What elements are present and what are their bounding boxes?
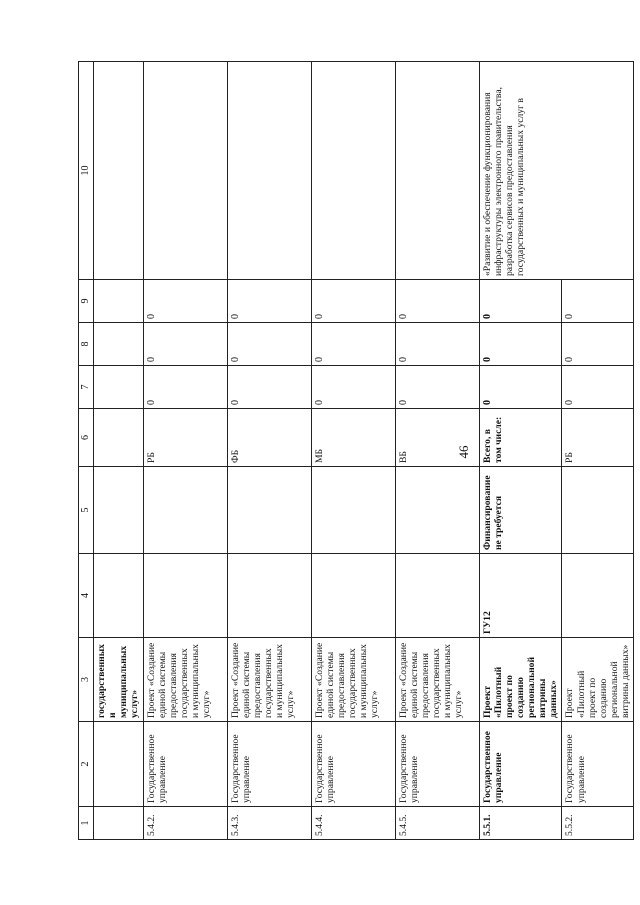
project-name-cell: Проект «Создание единой системы предоставления государственных и муниципальных услуг» <box>227 638 311 722</box>
row-number: 5.5.2. <box>562 807 634 840</box>
financing-cell <box>227 467 311 554</box>
description-cell <box>395 62 479 280</box>
value-cell: 0 <box>143 366 227 409</box>
value-cell: 0 <box>143 280 227 323</box>
budget-source-cell: МБ <box>311 409 395 467</box>
financing-cell <box>395 467 479 554</box>
value-cell: 0 <box>395 280 479 323</box>
value-cell: 0 <box>479 366 562 409</box>
row-number: 5.4.3. <box>227 807 311 840</box>
financing-cell: Финансирование не требуется <box>479 467 562 554</box>
budget-source-cell: ФБ <box>227 409 311 467</box>
project-name-cell: Проект «Пилотный проект по созданию региональной витрины данных» <box>479 638 562 722</box>
header-cell: 7 <box>79 366 94 409</box>
page-number: 46 <box>456 445 471 459</box>
description-cell <box>94 62 144 280</box>
table-row <box>227 62 311 840</box>
table-row <box>311 62 395 840</box>
sector-cell: Государственное управление <box>227 722 311 807</box>
header-cell: 9 <box>79 280 94 323</box>
sector-cell: Государственное управление <box>143 722 227 807</box>
value-cell <box>94 323 144 366</box>
budget-source-cell: ВБ <box>395 409 479 467</box>
code-cell <box>311 554 395 638</box>
sector-cell <box>94 722 144 807</box>
budget-source-cell <box>94 409 144 467</box>
value-cell: 0 <box>479 323 562 366</box>
value-cell <box>94 280 144 323</box>
project-name-cell: Проект «Пилотный проект по созданию региональной витрины данных» <box>562 638 634 722</box>
sector-cell: Государственное управление <box>562 722 634 807</box>
value-cell: 0 <box>143 323 227 366</box>
header-cell: 1 <box>79 807 94 840</box>
project-name-cell: Проект «Создание единой системы предоставления государственных и муниципальных услуг» <box>395 638 479 722</box>
budget-source-cell: РБ <box>562 409 634 467</box>
value-cell: 0 <box>311 280 395 323</box>
code-cell: ГУ12 <box>479 554 562 638</box>
table-row <box>479 62 562 840</box>
code-cell <box>94 554 144 638</box>
value-cell: 0 <box>395 366 479 409</box>
budget-source-cell: Всего, в том числе: <box>479 409 562 467</box>
value-cell: 0 <box>227 366 311 409</box>
row-number: 5.4.5. <box>395 807 479 840</box>
financing-cell <box>94 467 144 554</box>
row-number: 5.4.2. <box>143 807 227 840</box>
project-name-cell: Проект «Создание единой системы предоставления государственных и муниципальных услуг» <box>143 638 227 722</box>
header-cell: 2 <box>79 722 94 807</box>
header-cell: 6 <box>79 409 94 467</box>
sector-cell: Государственное управление <box>479 722 562 807</box>
header-cell: 8 <box>79 323 94 366</box>
description-cell: «Развитие и обеспечение функционирования инфраструктуры электронного правительства, разработка сервисов предоставления государственных и муниципальных услуг в <box>479 62 634 280</box>
row-number: 5.5.1. <box>479 807 562 840</box>
financing-cell <box>562 467 634 554</box>
description-cell <box>227 62 311 280</box>
financing-cell <box>311 467 395 554</box>
value-cell: 0 <box>562 366 634 409</box>
value-cell: 0 <box>311 323 395 366</box>
table-row <box>94 62 144 840</box>
header-cell: 3 <box>79 638 94 722</box>
value-cell: 0 <box>479 280 562 323</box>
description-cell <box>143 62 227 280</box>
project-name-cell: государственных и муниципальных услуг» <box>94 638 144 722</box>
budget-source-cell: РБ <box>143 409 227 467</box>
sector-cell: Государственное управление <box>311 722 395 807</box>
value-cell: 0 <box>227 323 311 366</box>
data-table <box>78 61 634 840</box>
header-cell: 10 <box>79 62 94 280</box>
row-number <box>94 807 144 840</box>
value-cell: 0 <box>227 280 311 323</box>
value-cell: 0 <box>395 323 479 366</box>
row-number: 5.4.4. <box>311 807 395 840</box>
header-cell: 4 <box>79 554 94 638</box>
value-cell <box>94 366 144 409</box>
description-cell <box>311 62 395 280</box>
table-header-row <box>79 62 94 840</box>
code-cell <box>395 554 479 638</box>
header-cell: 5 <box>79 467 94 554</box>
table-row <box>143 62 227 840</box>
code-cell <box>143 554 227 638</box>
table-row <box>395 62 479 840</box>
code-cell <box>227 554 311 638</box>
sector-cell: Государственное управление <box>395 722 479 807</box>
code-cell <box>562 554 634 638</box>
rotated-table-container <box>78 62 631 840</box>
financing-cell <box>143 467 227 554</box>
value-cell: 0 <box>562 280 634 323</box>
project-name-cell: Проект «Создание единой системы предоставления государственных и муниципальных услуг» <box>311 638 395 722</box>
value-cell: 0 <box>562 323 634 366</box>
value-cell: 0 <box>311 366 395 409</box>
